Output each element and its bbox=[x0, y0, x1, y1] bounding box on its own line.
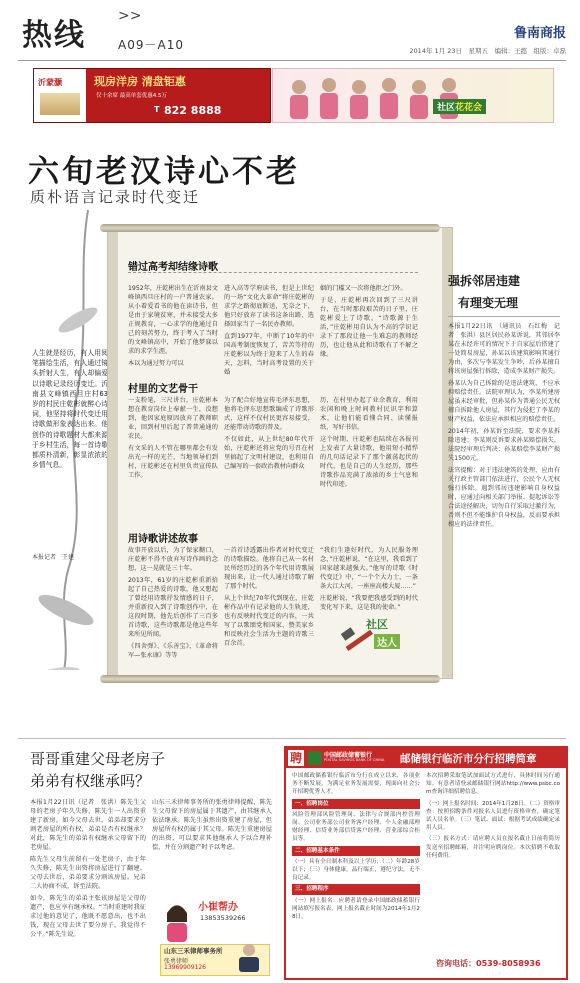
ad-phone: 822 8888 bbox=[164, 104, 222, 117]
right-column-body bbox=[448, 322, 560, 672]
ad-slogan: 现房洋房 清盘钜惠 bbox=[94, 75, 186, 88]
story-col2-a bbox=[224, 284, 314, 377]
story-col2-b bbox=[224, 396, 314, 471]
recruit-section-1-text: 风险管理部风险管理岗、法律与合规部内控管理岗、公司业务部公司业务客户经理、个人金融部理财经理、信贷业务部信贷客户经理、营业部综合柜员等。 bbox=[292, 811, 420, 843]
brother-p3: 如今，陈先生的弟弟主张该房屋是父母的遗产，也应享有继承权。“当时重建时我征求过他的意见了，他既不愿意出，也不出钱，现在父母去世了要分房子，我觉得不公平。”陈先生说。 bbox=[30, 895, 146, 938]
story-heading-2: 村里的文艺骨干 bbox=[128, 384, 198, 395]
ad-real-estate[interactable] bbox=[33, 68, 271, 123]
story-col3-c bbox=[320, 546, 418, 610]
recruit-col1 bbox=[292, 772, 420, 972]
story-heading-1-text: 错过高考却结缘诗歌 bbox=[128, 262, 218, 273]
brother-title-2: 弟弟有权继承吗？ bbox=[30, 772, 151, 790]
right-column-rule bbox=[448, 316, 560, 317]
ad-community-label bbox=[433, 99, 486, 114]
subheadline: 质朴语言记录时代变迁 bbox=[30, 188, 201, 206]
lawyer-card bbox=[160, 882, 270, 974]
story-col3-a bbox=[320, 284, 418, 359]
lawyer-name: 张勇律师 bbox=[164, 958, 189, 965]
ad-sub: 仅十余席 最高单套优惠4.5万 bbox=[96, 93, 167, 99]
right-p3: 2014年初，孙某诉至法院，要求李某拆除违建；李某则反诉要求孙某赔偿损失。法院经审理后判决：孙某赔偿李某财产损失1500元。 bbox=[448, 428, 560, 462]
scroll-bottom-rod bbox=[100, 675, 440, 683]
brother-p1: 本报1月22日讯（记者 张洪）陈先生父母的老房子年久失修，陈先生一人出资重建了新房。如今父母去世，弟弟却要求分割老房屋的所有权，弟弟是否有权继承？对此，陈先生的弟弟有权继承父母留下的老房屋。 bbox=[30, 799, 146, 851]
right-column-title-2: 有理变无理 bbox=[458, 296, 519, 310]
story-p-c3-5: “我们生逢好时代，为人民服务理念，”庄乾彬说，“在这里，我看到了国家越来越强大。”他写的诗歌《时代变迁》中，“一个个大力士，一条条大江大河，一座座高楼大厦……” bbox=[320, 547, 418, 590]
recruit-section-3-text: （一）网上报名：应聘者请登录中国邮政储蓄银行网站填写报名表，网上报名截止时间为2014年1月28日。 bbox=[292, 897, 420, 921]
recruit-section-2-text: （一）具有全日制本科及以上学历；（二）年龄28岁以下；（三）身体健康，品行端正，遵纪守法，无不良记录。 bbox=[292, 858, 420, 882]
bank-logo-en: POSTAL SAVINGS BANK OF CHINA bbox=[324, 758, 385, 762]
story-col1-b bbox=[128, 396, 218, 480]
lawyer-intro: 山东三禾律师事务所的张勇律师提醒，陈先生父母留下的房屋属于其遗产，由其继承人依法继承。陈先生虽然出资重建了房屋，但房屋所有权仍属于其父母。陈先生重建房屋的出资，可以要求其他继承人予以合理补偿，并在分割遗产时予以考虑。 bbox=[152, 799, 272, 851]
section-arrows: >> bbox=[118, 8, 142, 24]
story-col2-c bbox=[224, 546, 314, 648]
paper-brand: 鲁南商报 bbox=[513, 26, 566, 41]
ad-community[interactable] bbox=[272, 68, 554, 123]
recruit-col2-b: （一）网上报名时间：2014年1月28日。（二）资格审查：按照招聘条件对报名人员进行资格审查，确定笔试人员名单。（三）笔试、面试：根据考试成绩确定录用人员。 bbox=[426, 800, 560, 832]
story-p-c2-5: 一首首诗透露出作者对时代变迁的诗歌描绘。他将自己从一名村民所经历过的各个年代用诗歌展现出来，让一代人通过诗歌了解了那个时代。 bbox=[224, 547, 314, 590]
right-column-title-1: 强拆邻居违建 bbox=[448, 274, 521, 288]
lawfirm-name: 山东三禾律师事务所 bbox=[164, 947, 223, 955]
headline: 六旬老汉诗心不老 bbox=[28, 154, 300, 190]
story-p-c3-2: 于是，庄乾彬再次回到了三尺讲台，在当时那段艰苦的日子里，庄乾彬爱上了诗歌，“诗歌源于生活，”庄乾彬用自认为不高的学识记录下了那段让他一生难忘的教师经历，也让他从此和诗歌有了不解之缘。 bbox=[320, 297, 418, 358]
section-title: 热线 bbox=[22, 18, 86, 53]
right-p2: 孙某认为自己拆除的是违法建筑，不应承担赔偿责任。法院审理认为，李某所建房屋虽未经审批，但孙某作为普通公民无权擅自拆除他人房屋，其行为侵犯了李某的财产权益，依法应承担相应的赔偿责任。 bbox=[448, 380, 560, 423]
recruit-col2 bbox=[426, 772, 560, 954]
story-heading-3: 用诗歌讲述故事 bbox=[128, 534, 198, 545]
right-p1: 本报1月22日讯 （通讯员 石红梅 记者 张洪）县区居民孙某诉说，其邻居李某在未经许可的情况下于自家屋后搭建了一处简易房屋，孙某以该建筑影响其通行为由，多次与李某发生争吵，后孙某擅自将该房屋强行拆除，造成李某财产损失。 bbox=[448, 323, 560, 375]
lawyer-photo bbox=[236, 942, 262, 972]
lead-paragraph: 人生就是经历，有人用阅笔描绘生活，有人通过镜头折射人生，有人却偏爱以诗歌记录经历变迁。沂南县文峰镇西旦庄村63岁的村民庄乾彬就醉心诗词，他坚持将时代变迁用诗歌做形象表达出来。他创作的诗歌题材大都来源于乡村生活，每一首诗歌都质朴清新，彰显浓浓的乡情气息。 bbox=[32, 349, 108, 470]
recruit-section-2: 二、招聘基本条件 bbox=[292, 846, 420, 856]
helper-badge: 小崔帮办 bbox=[198, 902, 238, 913]
helper-avatar bbox=[162, 902, 192, 942]
brother-title-1: 哥哥重建父母老房子 bbox=[30, 750, 166, 768]
recruit-section-1: 一、招聘岗位 bbox=[292, 799, 420, 809]
bank-logo-icon bbox=[308, 751, 322, 765]
issue-info: 2014年 1月 23日 星期五 编辑：王懿 组版：卓磊 bbox=[409, 47, 566, 55]
story-p-c3-6: 庄乾彬说，“我要把我感受到的时代变化写下来，这是我的使命。” bbox=[320, 595, 418, 610]
brother-p2: 陈先生父母生前留有一处老房子，由于年久失修，陈先生出资将房屋进行了翻建。父母去世后，弟弟要求分割该房屋。兄弟二人协商不成，诉至法院。 bbox=[30, 856, 146, 890]
recruit-section-3: 三、招聘程序 bbox=[292, 884, 420, 894]
ad-community-word-b: 花花会 bbox=[455, 103, 483, 113]
ad-community-word: 社区 bbox=[437, 103, 456, 113]
story-p-c1-1: 1952年，庄乾彬出生在沂南县文峰镇西旦庄村的一户普通农家。从小着爱看书的他在读诗书，但是由于家境贫寒，并未接受大多正规教育，一心求学的他通过自己的刻苦努力，终于考入了当时的文峰镇高中，开始了他梦寐以求的求学生涯。 bbox=[128, 285, 218, 355]
ad-brand: 沂蒙灏 bbox=[38, 78, 62, 87]
recruit-col2-a: 本次招聘采取笔试加面试方式进行，具体时间另行通知。有意者请登录邮储银行网站http://www.psbc.com查询详细招聘信息。 bbox=[426, 773, 560, 796]
story-heading-1-rule bbox=[128, 272, 418, 273]
section-divider bbox=[18, 738, 566, 739]
story-p-c3-3: 历，在村里办起了业余教育，利用农闲和晚上时间教村民识字和算术，让他们能看懂合同、读懂报纸、写好书信。 bbox=[320, 397, 418, 431]
recruit-tag: 聘 bbox=[289, 751, 302, 765]
lawyer-phone: 13969909126 bbox=[164, 964, 206, 971]
story-p-c2-4: 不仅如此，从上世纪80年代开始，庄乾彬还将应党的号召在村里搞起了文明村建设，也利用自己编写的一套政治教材向群众 bbox=[224, 436, 314, 470]
masthead bbox=[0, 0, 580, 66]
badge-line-2: 达人 bbox=[374, 634, 400, 649]
story-col3-b bbox=[320, 396, 418, 489]
story-p-c3-4: 这个时期，庄乾彬也陆续在各报刊上发表了大量诗歌，他用短小精悍的几句话记录下了那个激荡起伏的时代，也是自己的人生经历，那些诗歌作品充满了浓浓的乡土气息和时代印迹。 bbox=[320, 436, 418, 488]
bank-logo-text: 中国邮政储蓄银行 bbox=[324, 752, 373, 759]
story-p-c2-3: 为了配合好地宣传毛泽东思想，他将毛泽东思想歌编成了诗歌形式，这样不仅村民更容易接受，还能带动诗歌的普及。 bbox=[224, 397, 314, 431]
story-p-c1-5: 故事开放以后，为了保家糊口，庄乾彬不得不放弃写诗作画的念想，这一晃就是三十年。 bbox=[128, 547, 218, 572]
ad-phone-label: T bbox=[154, 105, 160, 114]
recruit-intro: 中国邮政储蓄银行临沂市分行在成立以来，各项业务不断发展，为满足业务发展需要，现面向社会公开招聘优秀人才。 bbox=[292, 773, 420, 796]
recruit-contact: 咨询电话：0539-8058936 bbox=[436, 959, 541, 968]
community-talent-badge bbox=[340, 612, 400, 662]
masthead-divider bbox=[18, 60, 566, 61]
badge-line-1: 社区 bbox=[366, 618, 388, 631]
story-p-c3-1: 姻的门槛又一次将他拒之门外。 bbox=[320, 285, 407, 292]
story-p-c2-6: 从上个世纪70年代到现在，庄乾彬作品中有记录他的人生轨迹，也有反映时代变迁的内容，一共写了以歌颂党和国家、赞美家乡和反映社会生活为主题的诗歌三百余首。 bbox=[224, 595, 314, 647]
recruit-title: 邮储银行临沂市分行招聘简章 bbox=[400, 753, 537, 765]
story-p-c2-2: 直到1977年，中断了10年的中国高考制度恢复了，苦苦等待的庄乾彬以为终于迎来了人生的春天，怎料，当时高考设置的关于婚 bbox=[224, 333, 314, 376]
helper-hotline: 13853539266 bbox=[200, 914, 246, 922]
story-p-c1-2: 本以为通过努力可以 bbox=[128, 360, 184, 367]
story-p-c2-1: 进入高等学府读书，但是上世纪的一场“文化大革命”将庄乾彬的求学之路彻底断送，无奈之下，他只好放弃了读书这条出路，选择回家当了一名民办教师。 bbox=[224, 285, 314, 328]
ad-building-image bbox=[40, 93, 80, 115]
story-p-c1-7: 《四舍弹》、《乐善宝》、《革命将军—张永康》等等 bbox=[128, 643, 218, 659]
story-p-c1-6: 2013年，61岁的庄乾彬重新拾起了自己热爱的诗歌，他又想起了曾经用诗歌抒发情感的日子，并重新投入到了诗歌创作中，在这段时期，他先后创作了三百多首诗歌，这些诗歌都是他这些年来所见所闻。 bbox=[128, 577, 218, 638]
story-col1-c bbox=[128, 546, 218, 660]
story-p-c1-4: 有文采的人不管在哪里都会有发出光一样的光芒，当地领导们到村，庄乾彬还在村里负责宣传队工作。 bbox=[128, 445, 218, 479]
story-col1-a bbox=[128, 284, 218, 368]
lead-byline: 本报记者 王建 bbox=[32, 554, 75, 561]
scroll-top-rod bbox=[100, 224, 440, 232]
story-heading-1 bbox=[128, 258, 218, 273]
story-p-c1-3: 一支粉笔，三尺讲台，庄乾彬本想在教育岗位上奉献一生，没想到，他因家庭原因放弃了教师职业，回到村里后起了普普通通的农民。 bbox=[128, 397, 218, 440]
brother-body bbox=[30, 798, 146, 970]
right-p4: 法官提醒：对于违法建筑的处理，应由有关行政主管部门依法进行，公民个人无权强行拆除。遇到邻居违建影响自身权益时，应通过向相关部门举报、提起诉讼等合法途径解决，切勿自行采取过激行为，否则不但不能维护自身权益，反而要承担相应的法律责任。 bbox=[448, 467, 560, 528]
recruit-col2-c: （三）报名方式：请应聘人员在报名截止日前将简历发送至招聘邮箱，并注明应聘岗位。本次招聘不收取任何费用。 bbox=[426, 836, 560, 859]
page-range: A09－A10 bbox=[118, 38, 184, 52]
recruit-ad[interactable] bbox=[284, 746, 568, 980]
